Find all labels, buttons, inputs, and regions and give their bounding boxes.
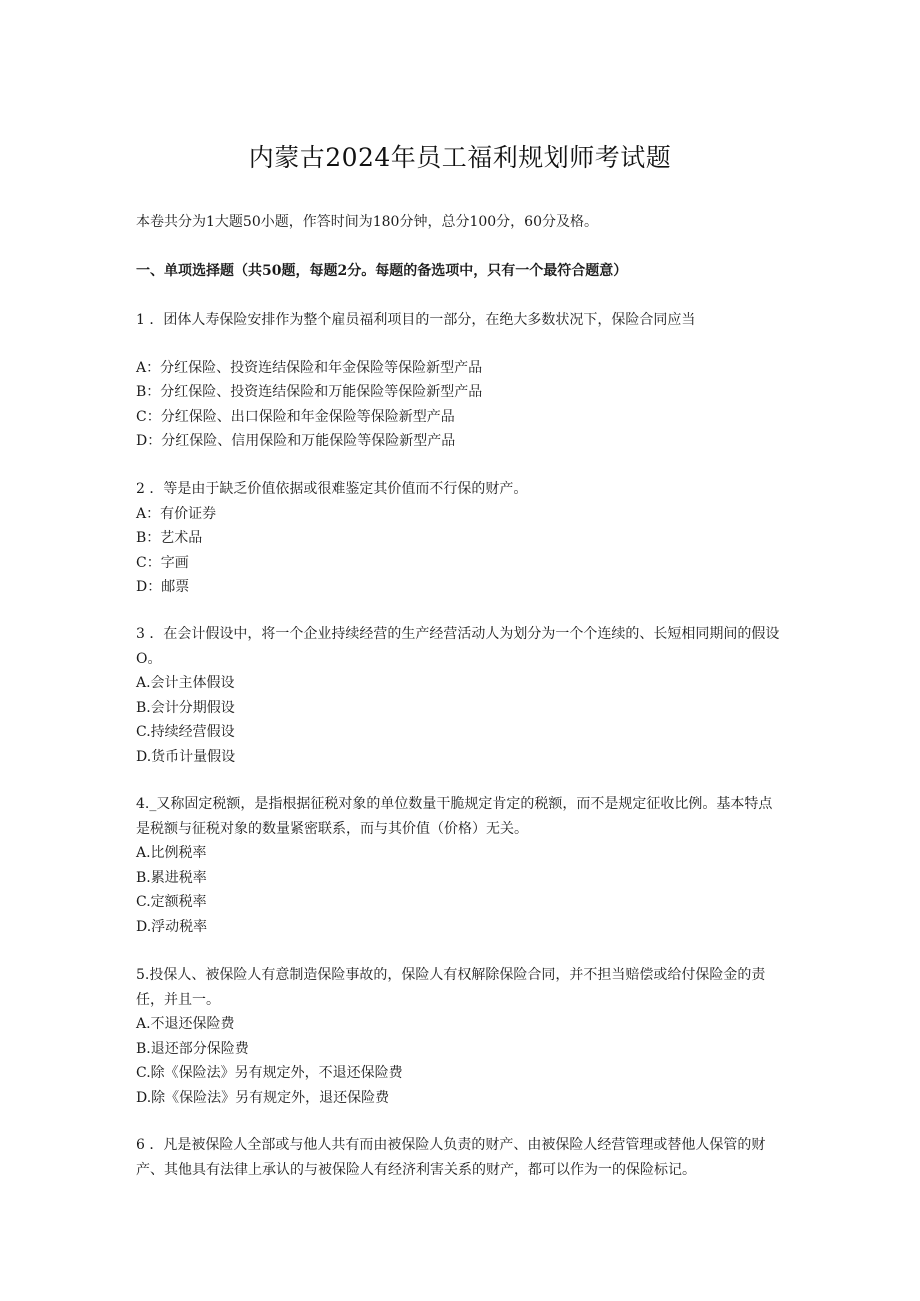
question-3	[136, 622, 786, 769]
option-c: C.除《保险法》另有规定外，不退还保险费	[136, 1065, 403, 1081]
option-b: B.累进税率	[136, 869, 207, 886]
option-d: D.除《保险法》另有规定外，退还保险费	[136, 1089, 390, 1106]
question-5	[136, 963, 786, 1110]
document-title: 内蒙古2024年员工福利规划师考试题	[248, 143, 672, 172]
question-1	[136, 308, 786, 454]
option-b: B.退还部分保险费	[136, 1040, 249, 1057]
question-stem: 2 ．等是由于缺乏价值依据或很难鉴定其价值而不行保的财产。	[136, 481, 528, 497]
option-a: A.不退还保险费	[136, 1016, 235, 1032]
option-d: D：邮票	[136, 579, 190, 595]
option-a: A.会计主体假设	[136, 675, 235, 691]
question-2	[136, 477, 786, 600]
question-stem: 6 ．凡是被保险人全部或与他人共有而由被保险人负责的财产、由被保险人经营管理或替他人保管的财产、其他具有法律上承认的与被保险人有经济利害关系的财产，都可以作为一的保险标记。	[136, 1137, 766, 1178]
option-c: C.定额税率	[136, 894, 207, 910]
option-b: B：艺术品	[136, 530, 203, 546]
question-4	[136, 792, 786, 939]
question-6	[136, 1133, 786, 1182]
option-d: D.货币计量假设	[136, 748, 236, 765]
option-b: B.会计分期假设	[136, 699, 235, 716]
option-a: A：有价证券	[136, 505, 217, 522]
option-b: B：分红保险、投资连结保险和万能保险等保险新型产品	[136, 384, 483, 400]
question-stem: 4._又称固定税额，是指根据征税对象的单位数量干脆规定肯定的税额，而不是规定征收比例。基本特点是税额与征税对象的数量紧密联系，而与其价值（价格）无关。	[136, 796, 773, 837]
section-heading: 一、单项选择题（共50题，每题2分。每题的备选项中，只有一个最符合题意）	[136, 263, 628, 279]
question-stem: 1 ．团体人寿保险安排作为整个雇员福利项目的一部分，在绝大多数状况下，保险合同应当	[136, 312, 696, 328]
option-a: A.比例税率	[136, 845, 207, 861]
option-c: C：字画	[136, 554, 189, 571]
question-stem: 5.投保人、被保险人有意制造保险事故的，保险人有权解除保险合同，并不担当赔偿或给付保险金的责任，并且一。	[136, 967, 766, 1008]
question-stem: 3 ．在会计假设中，将一个企业持续经营的生产经营活动人为划分为一个个连续的、长短相同期间的假设O。	[136, 626, 780, 667]
option-d: D.浮动税率	[136, 918, 208, 935]
option-d: D：分红保险、信用保险和万能保险等保险新型产品	[136, 433, 456, 449]
option-c: C.持续经营假设	[136, 724, 235, 740]
option-a: A：分红保险、投资连结保险和年金保险等保险新型产品	[136, 359, 483, 376]
exam-intro: 本卷共分为1大题50小题，作答时间为180分钟，总分100分，60分及格。	[136, 214, 598, 230]
option-c: C：分红保险、出口保险和年金保险等保险新型产品	[136, 408, 455, 425]
